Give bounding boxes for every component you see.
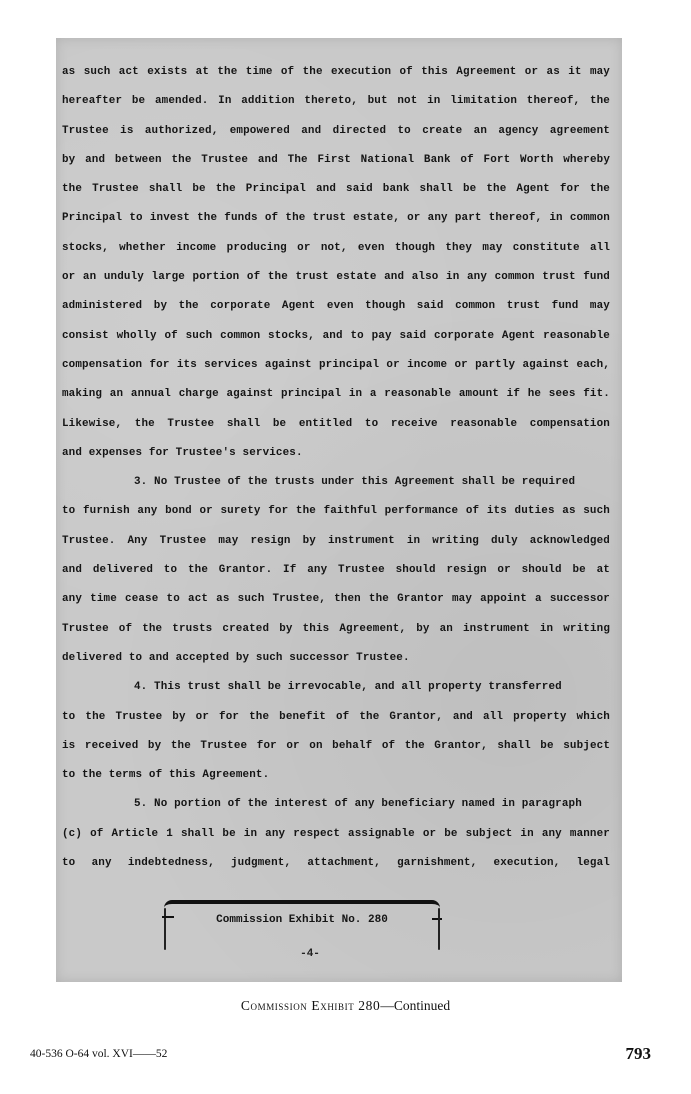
text-line: by and between the Trustee and The First National Bank of Fort Worth whereby (62, 153, 610, 166)
text-line: and delivered to the Grantor. If any Trustee should resign or should be at (62, 564, 610, 577)
text-line: hereafter be amended. In addition thereto, but not in limitation thereof, the (62, 95, 610, 108)
text-line: Trustee. Any Trustee may resign by instrument in writing duly acknowledged (62, 534, 610, 547)
stamp-dash (432, 918, 442, 920)
caption-prefix: Commission Exhibit 280 (240, 998, 381, 1013)
text-line: Likewise, the Trustee shall be entitled to receive reasonable compensation (62, 417, 610, 430)
text-line: any time cease to act as such Trustee, then the Grantor may appoint a successor (62, 593, 610, 606)
paragraph-4-start: 4. This trust shall be irrevocable, and all property transferred (134, 681, 562, 694)
text-line: to the Trustee by or for the benefit of the Grantor, and all property which (62, 710, 610, 723)
text-line: stocks, whether income producing or not, even though they may constitute all (62, 241, 610, 254)
text-line: administered by the corporate Agent even though said common trust fund may (62, 300, 610, 313)
text-line: Trustee is authorized, empowered and directed to create an agency agreement (62, 124, 610, 137)
text-line: to any indebtedness, judgment, attachment, garnishment, execution, legal (62, 857, 610, 870)
caption-suffix: —Continued (380, 998, 451, 1013)
text-line: as such act exists at the time of the execution of this Agreement or as it may (62, 66, 610, 78)
text-line: Principal to invest the funds of the trust estate, or any part thereof, in common (62, 212, 610, 225)
document-body (62, 58, 610, 878)
text-line: to furnish any bond or surety for the faithful performance of its duties as such (62, 505, 610, 518)
page-number: 793 (625, 1044, 651, 1063)
scan-page-number: -4- (300, 948, 320, 960)
text-line: consist wholly of such common stocks, and to pay said corporate Agent reasonable (62, 329, 610, 342)
exhibit-stamp-label: Commission Exhibit No. 280 (216, 914, 388, 926)
text-line: (c) of Article 1 shall be in any respect assignable or be subject in any manner (62, 827, 610, 840)
text-line: or an unduly large portion of the trust estate and also in any common trust fund (62, 271, 610, 284)
text-line: is received by the Trustee for or on behalf of the Grantor, shall be subject (62, 739, 610, 752)
print-code: 40-536 O-64 vol. XVI——52 (30, 1048, 168, 1060)
text-line: and expenses for Trustee's services. (62, 446, 303, 459)
figure-caption (0, 998, 691, 1014)
paragraph-5-start: 5. No portion of the interest of any beneficiary named in paragraph (134, 798, 582, 811)
text-line: delivered to and accepted by such successor Trustee. (62, 651, 410, 664)
text-line: compensation for its services against principal or income or partly against each, (62, 358, 610, 371)
exhibit-stamp-box (164, 900, 440, 950)
text-line: the Trustee shall be the Principal and said bank shall be the Agent for the (62, 183, 610, 196)
text-line: Trustee of the trusts created by this Agreement, by an instrument in writing (62, 622, 610, 635)
text-line: making an annual charge against principal in a reasonable amount if he sees fit. (62, 388, 610, 401)
paragraph-3-start: 3. No Trustee of the trusts under this Agreement shall be required (134, 476, 576, 489)
text-line: to the terms of this Agreement. (62, 769, 270, 782)
